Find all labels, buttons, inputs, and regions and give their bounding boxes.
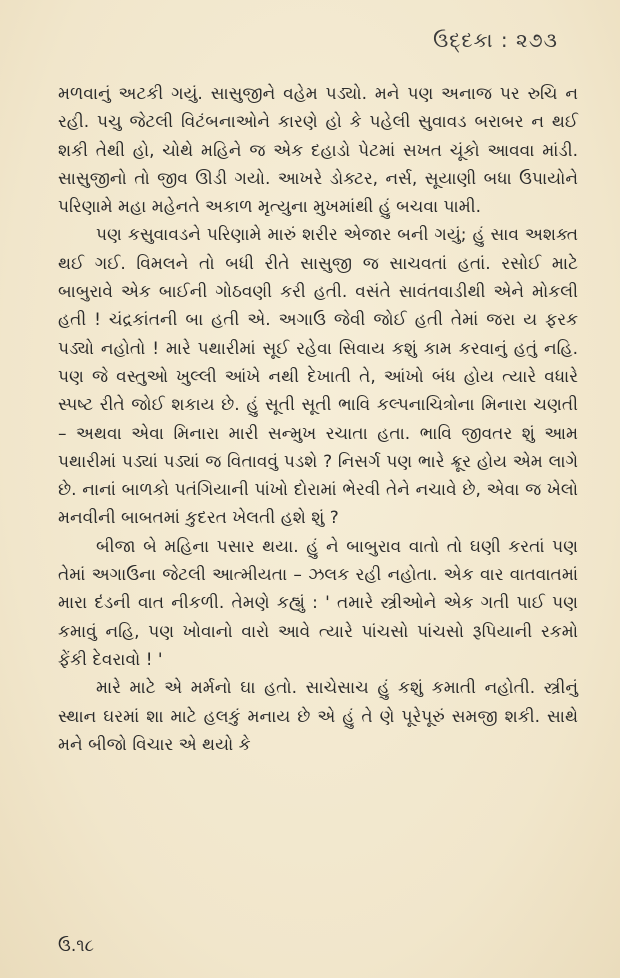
- page-body: [58, 80, 578, 759]
- paragraph-4: મારે માટે એ મર્મનો ઘા હતો. સાચેસાચ હું કશું કમાતી નહોતી. સ્ત્રીનું સ્થાન ઘરમાં શા માટે હલકું મનાય છે એ હું તે ણે પૂરેપૂરું સમજી શકી. સાથે મને બીજો વિચાર એ થયો કે: [58, 678, 578, 755]
- running-head: ઉદ્દકા : ૨૭૩: [433, 28, 558, 52]
- paragraph-2: પણ કસુવાવડને પરિણામે મારું શરીર એજાર બની ગયું; હું સાવ અશક્ત થઈ ગઈ. વિમલને તો બધી રીતે સાસુજી જ સાચવતાં હતાં. રસોઈ માટે બાબુરાવે એક બાઈની ગોઠવણી કરી હતી. વસંતે સાવંતવાડીથી એને મોકલી હતી ! ચંદ્રકાંતની બા હતી એ. અગાઉ જેવી જોઈ હતી તેમાં જરા ય ફરક પડ્યો નહોતો ! મારે પથારીમાં સૂઈ રહેવા સિવાય કશું કામ કરવાનું હતું નહિ. પણ જે વસ્તુઓ ખુલ્લી આંખે નથી દેખાતી તે, આંખો બંધ હોય ત્યારે વધારે સ્પષ્ટ રીતે જોઈ શકાય છે. હું સૂતી સૂતી ભાવિ કલ્પનાચિત્રોના મિનારા ચણતી – અથવા એવા મિનારા મારી સન્મુખ રચાતા હતા. ભાવિ જીવતર શું આમ પથારીમાં પડ્યાં પડ્યાં જ વિતાવવું પડશે ? નિસર્ગ પણ ભારે ક્રૂર હોય એમ લાગે છે. નાનાં બાળકો પતંગિયાની પાંખો દોરામાં ભેરવી તેને નચાવે છે, એવા જ ખેલો મનવીની બાબતમાં કુદરત ખેલતી હશે શું ?: [58, 225, 578, 529]
- paragraph-1: મળવાનું અટકી ગયું. સાસુજીને વહેમ પડ્યો. મને પણ અનાજ પર રુચિ ન રહી. પચુ જેટલી વિટંબનાઓને કારણે હો કે પહેલી સુવાવડ બરાબર ન થઈ શકી તેથી હો, ચોથે મહિને જ એક દહાડો પેટમાં સખત ચૂંકો આવવા માંડી. સાસુજીનો તો જીવ ઊડી ગયો. આખરે ડોક્ટર, નર્સ, સૂયાણી બધા ઉપાયોને પરિણામે મહા મહેનતે અકાળ મૃત્યુના મુખમાંથી હું બચવા પામી.: [58, 84, 578, 218]
- paragraph-3: બીજા બે મહિના પસાર થયા. હું ને બાબુરાવ વાતો તો ઘણી કરતાં પણ તેમાં અગાઉના જેટલી આત્મીયતા – ઝલક રહી નહોતા. એક વાર વાતવાતમાં મારા દંડની વાત નીકળી. તેમણે કહ્યું : ' તમારે સ્ત્રીઓને એક ગતી પાઈ પણ કમાવું નહિ, પણ ખોવાનો વારો આવે ત્યારે પાંચસો પાંચસો રૂપિયાની રકમો ફેંકી દેવરાવો ! ': [58, 536, 578, 670]
- signature-mark: ઉ.૧૮: [58, 936, 94, 956]
